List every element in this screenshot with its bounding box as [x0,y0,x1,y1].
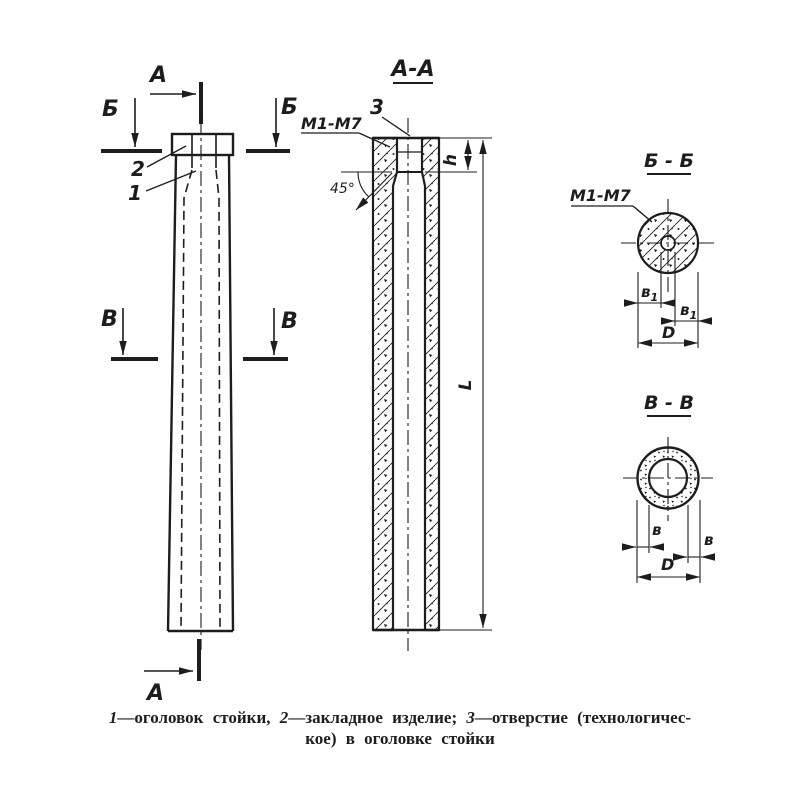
section-b-b [570,150,714,348]
caption-item-1-number: 1 [108,708,118,727]
cut-label-a-top: А [150,63,168,88]
caption-item-2-number: 2 [279,708,289,727]
bb-embed-mark [570,186,652,222]
section-b-b-title [644,150,694,174]
cut-mark-v-left [101,307,158,359]
dim-h-label: h [441,153,461,167]
callout-1-label: 1 [128,181,142,205]
caption-item-2-text: —закладное изделие; [288,708,467,727]
aa-left-wall [373,138,397,630]
section-a-a-title [389,57,434,83]
dim-b1-right-label: $в_1$ [680,301,698,322]
cut-label-b-right: Б [281,95,298,120]
bb-embed-mark-label: М1-М7 [570,186,631,205]
section-v-v [623,392,714,583]
dim-l [439,140,492,630]
dim-d-vv-label: D [661,555,675,574]
cut-mark-v-right [243,308,298,359]
caption-item-1-text: —оголовок стойки, [117,708,280,727]
elevation-view [101,63,298,706]
cut-label-b-left: Б [102,97,119,122]
dim-b-right-label: в [704,531,714,549]
cut-mark-a-bottom [144,639,199,706]
section-a-a-title-text: А-А [391,57,435,82]
cut-label-v-left: В [101,307,118,332]
cut-mark-a-top [148,63,201,124]
cut-mark-b-left [101,97,162,151]
dim-d-bb-label: D [662,323,676,342]
caption-item-3-text: —отверстие (технологичес- [474,708,692,727]
cut-label-v-right: В [281,309,298,334]
cut-mark-b-right [246,95,298,151]
dim-l-label: L [456,379,476,391]
cut-label-a-bottom: А [147,681,165,706]
caption-line-1 [40,707,760,728]
callout-2-label: 2 [131,157,145,181]
aa-right-wall [422,138,439,630]
aa-embed-mark-label: М1-М7 [301,114,362,133]
figure-caption [40,707,760,749]
caption-item-3-number: 3 [466,708,475,727]
dim-b1-left-label: $в_1$ [641,283,659,304]
section-a-a [301,57,492,651]
angle-45-label: 45° [330,181,355,197]
callout-3-label: 3 [370,95,384,119]
dim-b-left-label: в [652,521,662,539]
section-v-v-title-text: В - В [643,392,695,414]
column-head [172,134,233,168]
callout-hole [370,95,410,136]
caption-line-2: кое) в оголовке стойки [305,729,495,748]
section-v-v-title [644,392,694,416]
section-b-b-title-text: Б - Б [643,150,695,172]
column-body [168,119,233,650]
vv-dimensions [623,500,714,583]
